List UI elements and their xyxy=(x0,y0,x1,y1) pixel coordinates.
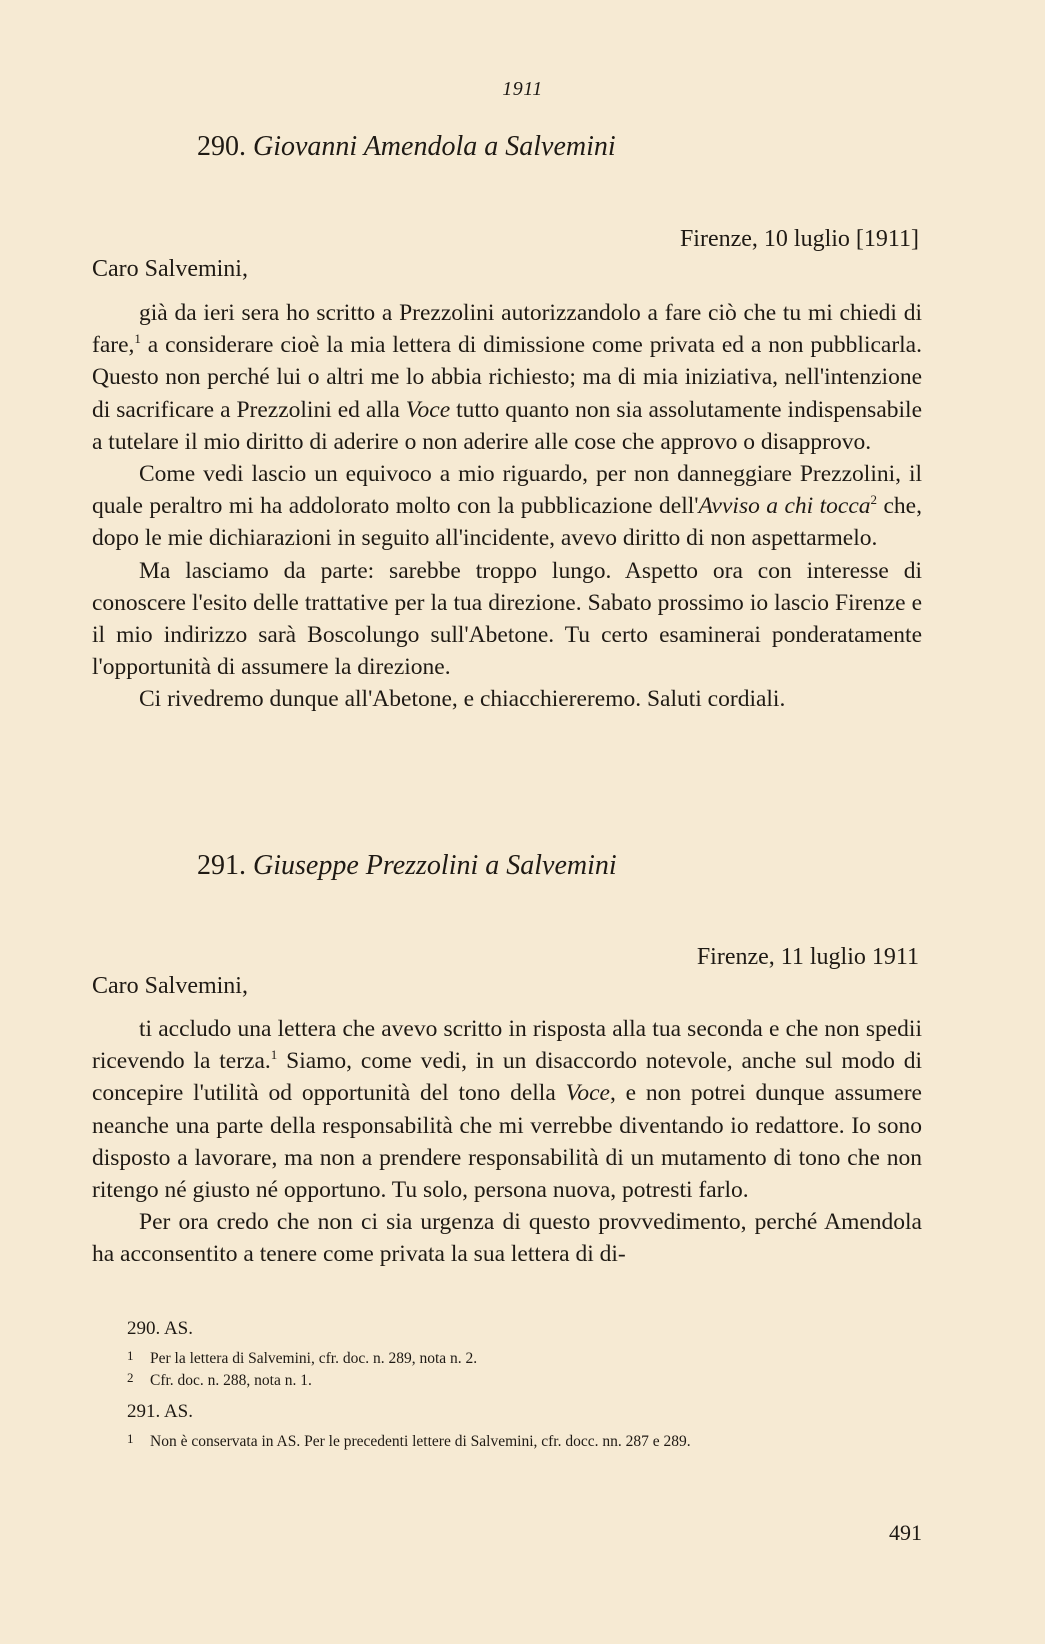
footnote-ref: 2 xyxy=(870,492,878,508)
letter-291-number: 291. xyxy=(197,850,246,881)
footnote-ref: 1 xyxy=(270,1047,278,1063)
footnote: 1 Per la lettera di Salvemini, cfr. doc. n. 289, nota n. 2. xyxy=(127,1348,478,1367)
letter-290-paragraph-2: Come vedi lascio un equivoco a mio riguardo, per non danneggiare Prezzolini, il quale peraltro mi ha addolorato molto con la pubblicazione dell'Avviso a chi tocca$^2$ che, dopo le mie dichiarazioni in seguito all'incidente, avevo diritto di non aspettarmelo. xyxy=(92,461,922,552)
letter-291-names: Giuseppe Prezzolini a Salvemini xyxy=(253,850,617,881)
footnote-heading: 291. AS. xyxy=(127,1401,193,1422)
footnote: 2 Cfr. doc. n. 288, nota n. 1. xyxy=(127,1370,312,1389)
letter-291-place-date: Firenze, 11 luglio 1911 xyxy=(696,944,919,970)
running-head: 1911 xyxy=(502,78,543,100)
footnote-heading: 290. AS. xyxy=(127,1318,193,1339)
letter-290-paragraph-1: già da ieri sera ho scritto a Prezzolini autorizzandolo a fare ciò che tu mi chiedi di fare,$^1$ a considerare cioè la mia lettera di dimissione come privata ed a non pubblicarla. Questo non perché lui o altri me lo abbia richiesto; ma di mia iniziativa, nell'intenzione di sacrificare a Prezzolini ed alla Voce tutto quanto non sia assolutamente indispensabile a tutelare il mio diritto di aderire o non aderire alle cose che approvo o disapprovo. xyxy=(92,300,922,455)
footnotes-290 xyxy=(127,1318,927,1390)
voce-title: Voce xyxy=(565,1080,610,1107)
letter-290-body xyxy=(92,297,922,716)
letter-291-paragraph-2: Per ora credo che non ci sia urgenza di questo provvedimento, perché Amendola ha acconsentito a tenere come privata la sua lettera di di- xyxy=(92,1209,922,1268)
letter-290-paragraph-4: Ci rivedremo dunque all'Abetone, e chiacchiereremo. Saluti cordiali. xyxy=(139,686,786,713)
letter-290-place-date: Firenze, 10 luglio [1911] xyxy=(679,226,919,252)
letter-290-salutation: Caro Salvemini, xyxy=(92,256,248,282)
letter-290-paragraph-3: Ma lasciamo da parte: sarebbe troppo lungo. Aspetto ora con interesse di conoscere l'esito delle trattative per la tua direzione. Sabato prossimo io lascio Firenze e il mio indirizzo sarà Boscolungo sull'Abetone. Tu certo esaminerai ponderatamente l'opportunità di assumere la direzione. xyxy=(92,557,922,681)
avviso-title: Avviso a chi tocca xyxy=(698,493,871,520)
letter-291-body xyxy=(92,1013,922,1271)
page-number: 491 xyxy=(889,1520,922,1545)
letter-291-title xyxy=(197,850,617,882)
footnote: 1 Non è conservata in AS. Per le precedenti lettere di Salvemini, cfr. docc. nn. 287 e 289. xyxy=(127,1431,691,1450)
footnotes-291 xyxy=(127,1401,927,1451)
letter-290-title xyxy=(197,131,616,163)
letter-291-salutation: Caro Salvemini, xyxy=(92,973,248,999)
letter-290-names: Giovanni Amendola a Salvemini xyxy=(253,131,616,162)
letter-291-paragraph-1: ti accludo una lettera che avevo scritto in risposta alla tua seconda e che non spedii ricevendo la terza.$^1$ Siamo, come vedi, in un disaccordo notevole, anche sul modo di concepire l'utilità od opportunità del tono della Voce, e non potrei dunque assumere neanche una parte della responsabilità che mi verrebbe diventando io redattore. Io sono disposto a lavorare, ma non a prendere responsabilità di un mutamento di tono che non ritengo né giusto né opportuno. Tu solo, persona nuova, potresti farlo. xyxy=(92,1016,922,1204)
letter-290-number: 290. xyxy=(197,131,246,162)
footnote-ref: 1 xyxy=(134,331,141,347)
voce-title: Voce xyxy=(405,396,451,423)
